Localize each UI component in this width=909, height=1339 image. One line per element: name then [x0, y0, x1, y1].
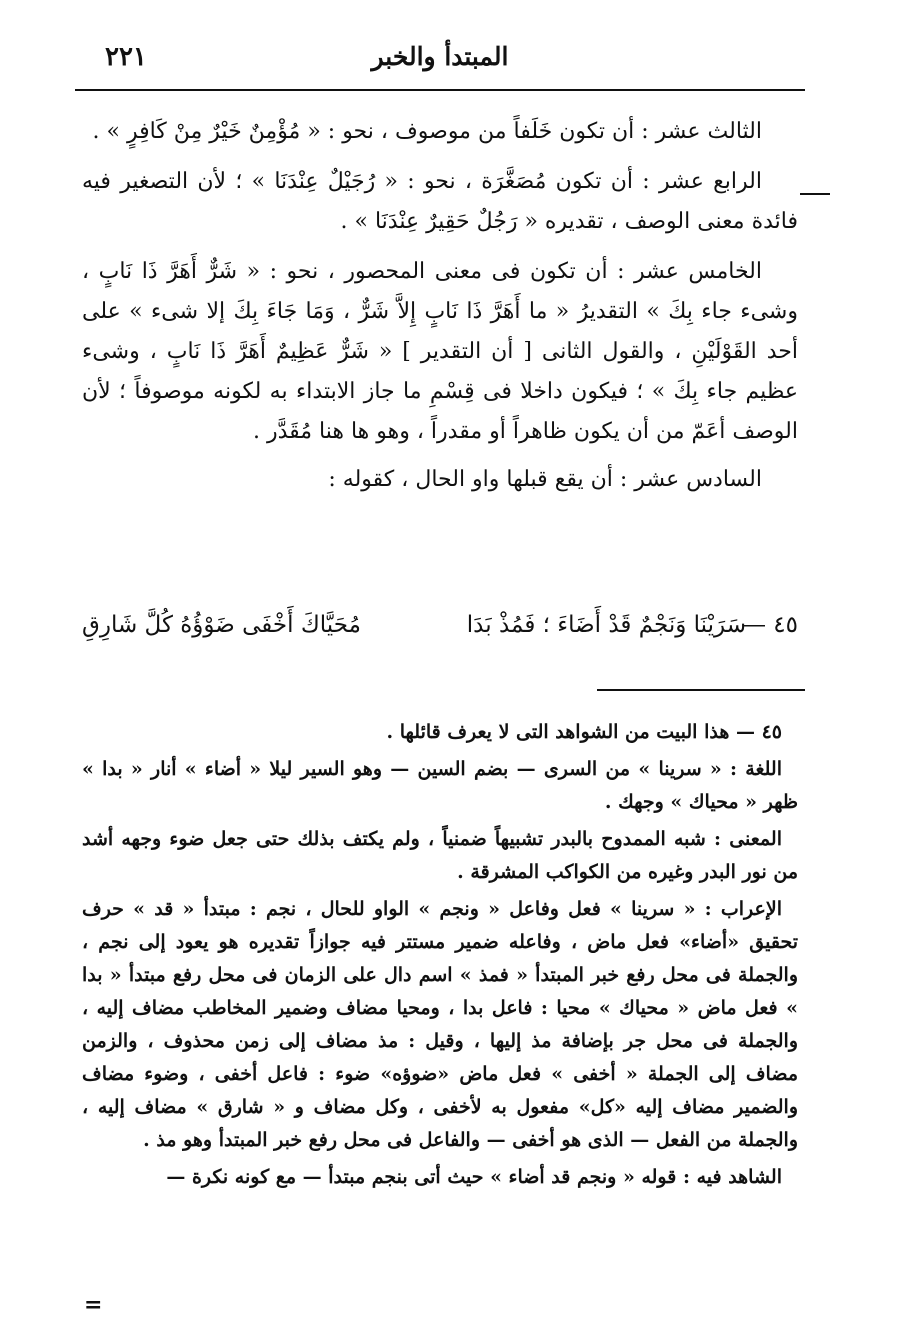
footnote-meaning: المعنى : شبه الممدوح بالبدر تشبيهاً ضمنياً ، ولم يكتف بذلك حتى جعل ضوء وجهه أشد من نور البدر وغيره من الكواكب المشرقة .: [82, 828, 798, 883]
footnote-rule: [597, 689, 805, 691]
footnote-language: اللغة : « سرينا » من السرى — بضم السين — وهو السير ليلا « أضاء » أنار « بدا » ظهر « محياك » وجهك .: [82, 758, 798, 813]
paragraph-16: السادس عشر : أن يقع قبلها واو الحال ، كقوله :: [328, 467, 762, 492]
first-hemistich: سَرَيْنَا وَنَجْمٌ قَدْ أَضَاءَ ؛ فَمُذْ بَدَا: [466, 612, 746, 638]
footnotes: [82, 716, 798, 1194]
verse-number: ٤٥ —: [742, 612, 798, 638]
footnote-parsing: الإعراب : « سرينا » فعل وفاعل « ونجم » الواو للحال ، نجم : مبتدأ « قد » حرف تحقيق «أضاء» فعل ماض ، وفاعله ضمير مستتر فيه جوازاً تقديره هو يعود إلى نجم ، والجملة فى محل رفع خبر المبتدأ « فمذ » اسم دال على الزمان فى محل رفع مبتدأ « بدا » فعل ماض « محياك » محيا : فاعل بدا ، ومحيا مضاف وضمير المخاطب مضاف إليه ، والجملة فى محل جر بإضافة مذ إليها ، وقيل : مذ مضاف إلى زمن محذوف ، والزمن مضاف إلى الجملة « أخفى » فعل ماض «ضوؤه» ضوء : فاعل أخفى ، وضوء مضاف والضمير مضاف إليه «كل» مفعول به لأخفى ، وكل مضاف و « شارق » مضاف إليه ، والجملة من الفعل — الذى هو أخفى — والفاعل فى محل رفع خبر المبتدأ وهو مذ .: [82, 898, 798, 1151]
paragraph-14: الرابع عشر : أن تكون مُصَغَّرَة ، نحو : « رُجَيْلٌ عِنْدَنَا » ؛ لأن التصغير فيه فائدة معنى الوصف ، تقديره « رَجُلٌ حَقِيرٌ عِنْدَنَا » .: [82, 169, 798, 234]
paragraph-13: الثالث عشر : أن تكون خَلَفاً من موصوف ، نحو : « مُؤْمِنٌ خَيْرٌ مِنْ كَافِرٍ » .: [92, 119, 762, 144]
footnote-evidence: الشاهد فيه : قوله « ونجم قد أضاء » حيث أتى بنجم مبتدأ — مع كونه نكرة —: [166, 1166, 782, 1188]
poetry-verse: [82, 612, 798, 654]
page-header: [75, 36, 805, 88]
continuation-mark: =: [84, 1292, 103, 1318]
margin-dash: [800, 193, 830, 195]
footnote-source: ٤٥ — هذا البيت من الشواهد التى لا يعرف قائلها .: [386, 721, 782, 743]
page-number: ٢٢١: [105, 42, 147, 72]
header-rule: [75, 89, 805, 91]
second-hemistich: مُحَيَّاكَ أَخْفَى ضَوْؤُهُ كُلَّ شَارِقِ: [82, 612, 361, 638]
main-text: [82, 112, 798, 500]
paragraph-15: الخامس عشر : أن تكون فى معنى المحصور ، نحو : « شَرٌّ أَهَرَّ ذَا نَابٍ ، وشىء جاء بِكَ » التقديرُ « ما أَهَرَّ ذَا نَابٍ إِلاَّ شَرٌّ ، وَمَا جَاءَ بِكَ إلا شىء » على أحد القَوْلَيْنِ ، والقول الثانى [ أن التقدير ] « شَرٌّ عَظِيمٌ أَهَرَّ ذَا نَابٍ ، وشىء عظيم جاء بِكَ » ؛ فيكون داخلا فى قِسْمِ ما جاز الابتداء به لكونه موصوفاً ؛ لأن الوصف أعَمّ من أن يكون ظاهراً أو مقدراً ، وهو ها هنا مُقَدَّر .: [82, 259, 798, 444]
running-title: المبتدأ والخبر: [371, 42, 509, 71]
